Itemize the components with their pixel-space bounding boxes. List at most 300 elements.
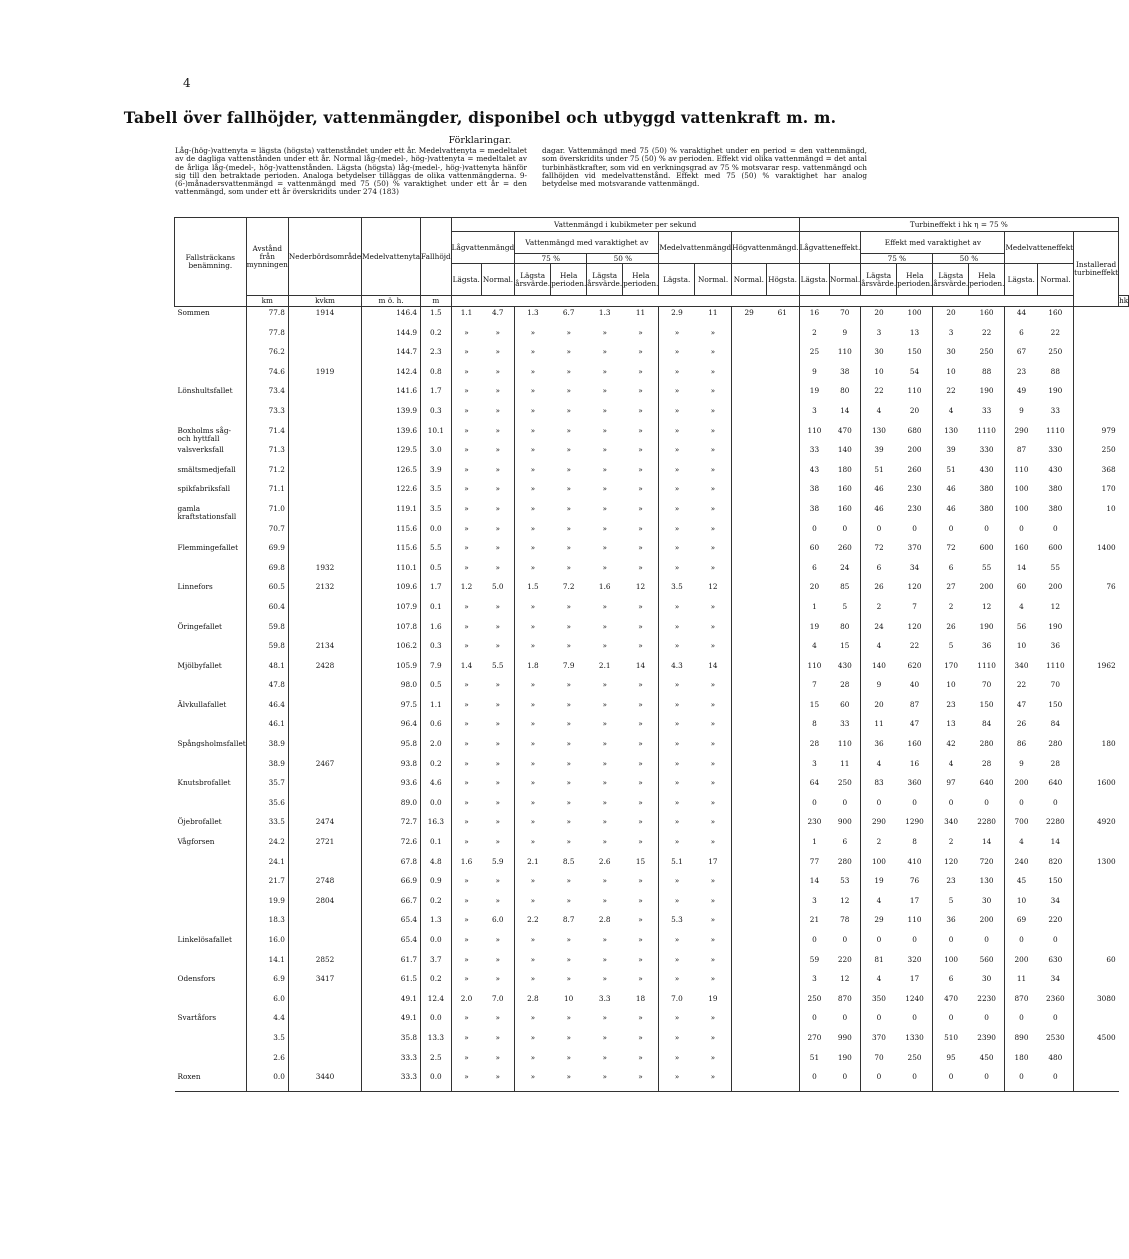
cell-eff: 14	[1005, 562, 1038, 582]
row-name: Flemmingefallet	[177, 543, 239, 553]
cell-vm	[732, 758, 766, 778]
row-name: Lönshultsfallet	[177, 386, 233, 396]
cell-vm: 11	[635, 308, 646, 317]
cell-eff: 1240	[905, 993, 924, 1003]
table-row	[175, 875, 1129, 895]
cell-eff: 51	[799, 1052, 829, 1072]
cell-eff: 200	[1005, 954, 1038, 974]
cell-eff: 100	[1005, 503, 1038, 523]
cell-moh: 107.9	[362, 601, 421, 621]
cell-fall: 0.0	[421, 1012, 452, 1032]
cell-vm: »	[710, 405, 716, 415]
cell-vm: »	[659, 758, 695, 778]
cell-kvkm	[288, 934, 361, 954]
cell-eff: 680	[907, 425, 922, 435]
cell-moh: 144.9	[362, 327, 421, 347]
cell-eff: 78	[840, 915, 850, 925]
cell-vm: »	[495, 366, 501, 376]
cell-eff: 86	[1005, 738, 1038, 758]
cell-km: 71.1	[246, 483, 288, 503]
cell-fall: 3.0	[421, 444, 452, 464]
cell-vm: »	[602, 797, 607, 807]
cell-km: 76.2	[246, 346, 288, 366]
table-row	[175, 385, 1129, 405]
cell-kvkm	[288, 385, 361, 405]
hdr-hela: Hela perioden.	[551, 264, 587, 296]
table-row	[175, 542, 1129, 562]
cell-eff: 4	[861, 640, 897, 660]
cell-vm: »	[659, 464, 695, 484]
cell-km: 6.0	[246, 993, 288, 1013]
cell-eff: 17	[909, 895, 920, 905]
cell-eff: 410	[907, 856, 922, 866]
cell-eff: 140	[837, 445, 852, 455]
cell-vm: 11	[708, 308, 718, 317]
cell-km: 48.1	[246, 660, 288, 680]
cell-moh: 110.1	[362, 562, 421, 582]
cell-vm: »	[495, 974, 501, 984]
row-name: spikfabriksfall	[177, 484, 231, 494]
cell-kvkm: 2134	[288, 640, 361, 660]
cell-vm: »	[451, 738, 481, 758]
cell-inst: 1400	[1074, 542, 1119, 562]
cell-eff: 0	[984, 797, 989, 807]
cell-eff: 2	[861, 601, 897, 621]
cell-eff: 27	[933, 581, 969, 601]
cell-inst	[1074, 699, 1119, 719]
cell-vm: »	[495, 739, 501, 749]
cell-vm: 1.6	[598, 582, 611, 592]
cell-eff: 0	[1005, 797, 1038, 817]
cell-vm: »	[451, 444, 481, 464]
cell-eff: 340	[1005, 660, 1038, 680]
cell-eff: 270	[799, 1032, 829, 1052]
cell-vm: 2.1	[598, 660, 611, 670]
hdr-lagsta: Lägsta.	[1005, 264, 1038, 296]
cell-inst: 250	[1074, 444, 1119, 464]
cell-fall: 0.9	[421, 875, 452, 895]
cell-vm	[732, 699, 766, 719]
cell-eff: 28	[1050, 758, 1060, 768]
cell-vm: »	[515, 1012, 551, 1032]
cell-vm: »	[495, 1013, 501, 1023]
cell-vm: 1.5	[515, 581, 551, 601]
cell-eff: 0	[897, 1071, 933, 1091]
cell-vm: »	[515, 836, 551, 856]
cell-vm: »	[451, 699, 481, 719]
cell-inst	[1074, 307, 1119, 327]
cell-eff: 240	[1005, 856, 1038, 876]
cell-eff: 3	[799, 405, 829, 425]
cell-vm: »	[566, 837, 571, 847]
cell-kvkm	[288, 483, 361, 503]
cell-eff: 64	[799, 777, 829, 797]
cell-eff: 34	[1050, 974, 1060, 984]
cell-vm	[766, 425, 799, 445]
cell-vm: »	[638, 543, 643, 553]
cell-kvkm	[288, 444, 361, 464]
row-name	[175, 993, 247, 1013]
unit-km: km	[246, 296, 288, 307]
cell-eff: 11	[861, 718, 897, 738]
cell-vm	[766, 875, 799, 895]
cell-fall: 0.0	[421, 797, 452, 817]
cell-vm: »	[566, 601, 571, 611]
cell-eff: 22	[1005, 679, 1038, 699]
cell-vm	[766, 993, 799, 1013]
cell-vm	[732, 405, 766, 425]
cell-eff: 46	[861, 483, 897, 503]
table-row	[175, 856, 1129, 876]
cell-vm	[732, 640, 766, 660]
cell-vm: »	[710, 1013, 716, 1023]
cell-eff: 0	[912, 797, 917, 807]
cell-moh: 98.0	[362, 679, 421, 699]
cell-vm	[732, 1052, 766, 1072]
row-name: Knutsbrofallet	[177, 778, 231, 788]
cell-vm: »	[451, 425, 481, 445]
cell-eff: 45	[1005, 875, 1038, 895]
cell-eff: 72	[933, 542, 969, 562]
cell-vm: »	[602, 464, 607, 474]
cell-inst	[1074, 562, 1119, 582]
cell-moh: 95.8	[362, 738, 421, 758]
cell-eff: 4	[933, 405, 969, 425]
cell-eff: 250	[907, 1052, 922, 1062]
cell-vm: 6.0	[491, 915, 504, 925]
cell-vm: »	[638, 817, 643, 827]
cell-vm: 12	[635, 582, 646, 592]
cell-eff: 120	[907, 621, 922, 631]
table-body	[175, 307, 1129, 1092]
cell-vm: »	[638, 797, 643, 807]
table-row	[175, 895, 1129, 915]
cell-vm: »	[602, 601, 607, 611]
cell-fall: 0.0	[421, 523, 452, 543]
cell-km: 4.4	[246, 1012, 288, 1032]
cell-eff: 84	[981, 719, 992, 729]
cell-eff: 46	[933, 503, 969, 523]
cell-eff: 620	[907, 660, 922, 670]
cell-eff: 0	[912, 1013, 917, 1023]
cell-vm	[766, 640, 799, 660]
cell-eff: 20	[933, 307, 969, 327]
cell-kvkm: 1932	[288, 562, 361, 582]
table-row	[175, 1071, 1129, 1091]
cell-vm: »	[602, 680, 607, 690]
cell-eff: 49	[1005, 385, 1038, 405]
cell-eff: 39	[933, 444, 969, 464]
cell-vm	[732, 1012, 766, 1032]
cell-fall: 2.5	[421, 1052, 452, 1072]
cell-vm	[766, 738, 799, 758]
row-name	[175, 523, 247, 543]
cell-fall: 4.6	[421, 777, 452, 797]
hdr-medel-eff: Medelvatteneffekt	[1005, 232, 1074, 264]
cell-eff: 69	[1005, 914, 1038, 934]
cell-eff: 13	[933, 718, 969, 738]
cell-vm: »	[638, 895, 643, 905]
row-name	[175, 914, 247, 934]
cell-eff: 87	[909, 699, 920, 709]
row-name: Linnefors	[177, 582, 213, 592]
cell-eff: 5	[933, 640, 969, 660]
cell-eff: 95	[933, 1052, 969, 1072]
cell-vm: »	[566, 562, 571, 572]
cell-vm	[766, 523, 799, 543]
cell-eff: 160	[1005, 542, 1038, 562]
cell-vm: »	[515, 327, 551, 347]
hdr-vm-75: 75 %	[515, 254, 587, 264]
row-name: valsverksfall	[177, 445, 224, 455]
cell-vm: »	[515, 738, 551, 758]
cell-km: 2.6	[246, 1052, 288, 1072]
table-row	[175, 777, 1129, 797]
cell-vm	[766, 836, 799, 856]
cell-moh: 65.4	[362, 914, 421, 934]
cell-vm: »	[451, 1052, 481, 1072]
cell-vm: »	[710, 954, 716, 964]
hdr-fall: Fallhöjd	[421, 218, 452, 296]
notes-left: Låg-(hög-)vattenyta = lägsta (högsta) vattenståndet under ett år. Medelvattenyta = medeltalet av de dagliga vattenstånden under ett år. Normal låg-(medel-, hög-)vattenyta = medeltalet av de årliga låg-(medel-, hög-)vattenstånden. Lägsta (högsta) låg-(medel-, hög-)vattenyta hänför sig till den betraktade perioden. Analoga betydelser tilläggas de olika vattenmängderna. 9-(6-)månadersvattenmängd = vattenmängd med 75 (50) % varaktighet under ett år = den vattenmängd, som under ett år överskridits under 274 (183)	[175, 146, 527, 197]
table-row	[175, 405, 1129, 425]
cell-vm: »	[659, 934, 695, 954]
cell-eff: 3	[861, 327, 897, 347]
cell-vm: 7.0	[659, 993, 695, 1013]
cell-vm: »	[638, 347, 643, 357]
cell-eff: 4	[861, 758, 897, 778]
cell-vm: »	[638, 699, 643, 709]
cell-eff: 43	[799, 464, 829, 484]
table-row	[175, 503, 1129, 523]
row-name: Spångsholmsfallet	[177, 739, 246, 749]
cell-vm: »	[495, 562, 501, 572]
cell-vm: »	[602, 366, 607, 376]
cell-vm	[766, 777, 799, 797]
cell-eff: 150	[979, 699, 994, 709]
cell-eff: 6	[1005, 327, 1038, 347]
cell-vm: 61	[777, 308, 787, 317]
cell-eff: 70	[861, 1052, 897, 1072]
cell-eff: 150	[1048, 876, 1063, 886]
cell-moh: 72.6	[362, 836, 421, 856]
cell-eff: 290	[861, 816, 897, 836]
cell-inst	[1074, 601, 1119, 621]
cell-eff: 70	[1050, 680, 1060, 690]
cell-vm: 15	[635, 856, 646, 866]
cell-vm: 2.6	[598, 856, 611, 866]
cell-vm: »	[659, 503, 695, 523]
cell-eff: 0	[842, 797, 848, 807]
cell-vm: »	[566, 347, 571, 357]
cell-vm: »	[659, 1052, 695, 1072]
cell-km: 38.9	[246, 738, 288, 758]
cell-vm	[732, 797, 766, 817]
cell-eff: 2	[799, 327, 829, 347]
cell-eff: 260	[837, 543, 852, 553]
row-name	[175, 679, 247, 699]
cell-eff: 19	[799, 385, 829, 405]
row-name: Roxen	[175, 1071, 247, 1091]
cell-eff: 220	[837, 954, 852, 964]
cell-inst	[1074, 366, 1119, 386]
row-name	[175, 856, 247, 876]
cell-eff: 54	[909, 366, 920, 376]
cell-vm: »	[602, 699, 607, 709]
cell-vm: »	[515, 797, 551, 817]
cell-eff: 1110	[977, 425, 996, 435]
unit-kvkm: kvkm	[288, 296, 361, 307]
cell-vm: »	[495, 503, 501, 513]
cell-eff: 100	[1005, 483, 1038, 503]
cell-eff: 22	[981, 327, 992, 337]
cell-inst	[1074, 973, 1119, 993]
table-row	[175, 699, 1129, 719]
cell-vm: »	[587, 1071, 623, 1091]
cell-vm: »	[515, 1032, 551, 1052]
cell-vm: 8.5	[562, 856, 575, 866]
row-name	[175, 875, 247, 895]
cell-vm: 5.5	[491, 660, 504, 670]
cell-km: 33.5	[246, 816, 288, 836]
row-name: Öjebrofallet	[177, 817, 222, 827]
cell-vm: »	[495, 327, 501, 337]
cell-vm: »	[638, 719, 643, 729]
cell-vm: »	[495, 386, 501, 396]
cell-fall: 0.1	[421, 836, 452, 856]
cell-eff: 0	[984, 523, 989, 533]
cell-km: 69.8	[246, 562, 288, 582]
row-name	[175, 758, 247, 778]
hdr-neder: Nederbördsområde	[288, 218, 361, 296]
cell-vm: »	[602, 837, 607, 847]
cell-km: 74.6	[246, 366, 288, 386]
unit-moh: m ö. h.	[362, 296, 421, 307]
cell-eff: 60	[840, 699, 850, 709]
table-row	[175, 660, 1129, 680]
cell-vm	[766, 914, 799, 934]
cell-vm: »	[602, 347, 607, 357]
cell-eff: 110	[907, 915, 922, 925]
hdr-eff-50: 50 %	[933, 254, 1005, 264]
cell-eff: 180	[837, 464, 852, 474]
cell-vm: »	[566, 1032, 571, 1042]
cell-eff: 0	[799, 934, 829, 954]
cell-vm: »	[710, 347, 716, 357]
cell-kvkm	[288, 1012, 361, 1032]
cell-vm: »	[602, 719, 607, 729]
cell-kvkm	[288, 1032, 361, 1052]
cell-eff: 84	[1050, 719, 1060, 729]
cell-moh: 93.8	[362, 758, 421, 778]
cell-vm	[732, 660, 766, 680]
cell-inst	[1074, 718, 1119, 738]
cell-vm: »	[495, 601, 501, 611]
hdr-avstand: Avstånd från mynningen	[246, 218, 288, 296]
cell-inst: 4920	[1074, 816, 1119, 836]
cell-eff: 7	[799, 679, 829, 699]
cell-vm: 3.5	[659, 581, 695, 601]
cell-vm: 1.2	[451, 581, 481, 601]
cell-vm	[732, 385, 766, 405]
cell-vm: 5.9	[491, 856, 504, 866]
cell-eff: 190	[837, 1052, 852, 1062]
cell-vm: 1.8	[515, 660, 551, 680]
hdr-normal: Normal.	[1038, 264, 1074, 296]
cell-eff: 4	[861, 405, 897, 425]
cell-fall: 5.5	[421, 542, 452, 562]
cell-vm: »	[638, 405, 643, 415]
cell-vm: »	[495, 641, 501, 651]
table-row	[175, 934, 1129, 954]
cell-vm: »	[495, 347, 501, 357]
cell-eff: 330	[1048, 445, 1063, 455]
cell-vm: »	[451, 1071, 481, 1091]
cell-vm: »	[602, 1052, 607, 1062]
cell-eff: 22	[933, 385, 969, 405]
notes-right: dagar. Vattenmängd med 75 (50) % varaktighet under en period = den vattenmängd, som överskridits under 75 (50) % av perioden. Effekt vid olika vattenmängd = det antal turbinhästkrafter, som vid en verkningsgrad av 75 % motsvarar resp. vattenmängd och fallhöjden vid medelvattenstånd. Effekt med 75 (50) % varaktighet har analog betydelse med motsvarande vattenmängd.	[542, 146, 867, 189]
cell-moh: 146.4	[362, 307, 421, 327]
cell-vm: »	[623, 1071, 659, 1091]
cell-km: 3.5	[246, 1032, 288, 1052]
cell-eff: 76	[909, 876, 920, 886]
cell-vm: »	[566, 641, 571, 651]
cell-vm: »	[659, 562, 695, 582]
cell-vm: »	[451, 1032, 481, 1052]
cell-inst: 1962	[1074, 660, 1119, 680]
cell-eff: 22	[1050, 327, 1060, 337]
cell-moh: 33.3	[362, 1052, 421, 1072]
cell-moh: 129.5	[362, 444, 421, 464]
cell-moh: 35.8	[362, 1032, 421, 1052]
cell-vm: »	[602, 1013, 607, 1023]
cell-eff: 140	[861, 660, 897, 680]
cell-eff: 2	[933, 836, 969, 856]
cell-vm: »	[659, 346, 695, 366]
cell-eff: 4	[933, 758, 969, 778]
cell-vm: »	[659, 954, 695, 974]
cell-vm: »	[638, 876, 643, 886]
cell-eff: 0	[933, 523, 969, 543]
cell-vm: »	[495, 935, 501, 944]
cell-km: 77.8	[246, 327, 288, 347]
cell-kvkm	[288, 621, 361, 641]
cell-vm: »	[638, 680, 643, 690]
cell-vm: »	[602, 778, 607, 788]
cell-km: 46.4	[246, 699, 288, 719]
cell-vm: 5.1	[659, 856, 695, 876]
cell-eff: 17	[909, 974, 920, 984]
cell-vm: »	[451, 640, 481, 660]
cell-vm	[766, 444, 799, 464]
cell-eff: 25	[799, 346, 829, 366]
cell-eff: 0	[1053, 523, 1058, 533]
row-name: Svartåfors	[177, 1013, 217, 1023]
cell-eff: 6	[842, 837, 848, 847]
cell-eff: 28	[799, 738, 829, 758]
cell-kvkm	[288, 1052, 361, 1072]
cell-fall: 1.6	[421, 621, 452, 641]
cell-kvkm: 2804	[288, 895, 361, 915]
cell-eff: 100	[907, 308, 922, 317]
table-row	[175, 640, 1129, 660]
cell-vm: »	[659, 777, 695, 797]
cell-moh: 89.0	[362, 797, 421, 817]
cell-eff: 34	[909, 562, 920, 572]
cell-eff: 11	[1005, 973, 1038, 993]
cell-eff: 33	[981, 405, 992, 415]
cell-vm: »	[659, 679, 695, 699]
